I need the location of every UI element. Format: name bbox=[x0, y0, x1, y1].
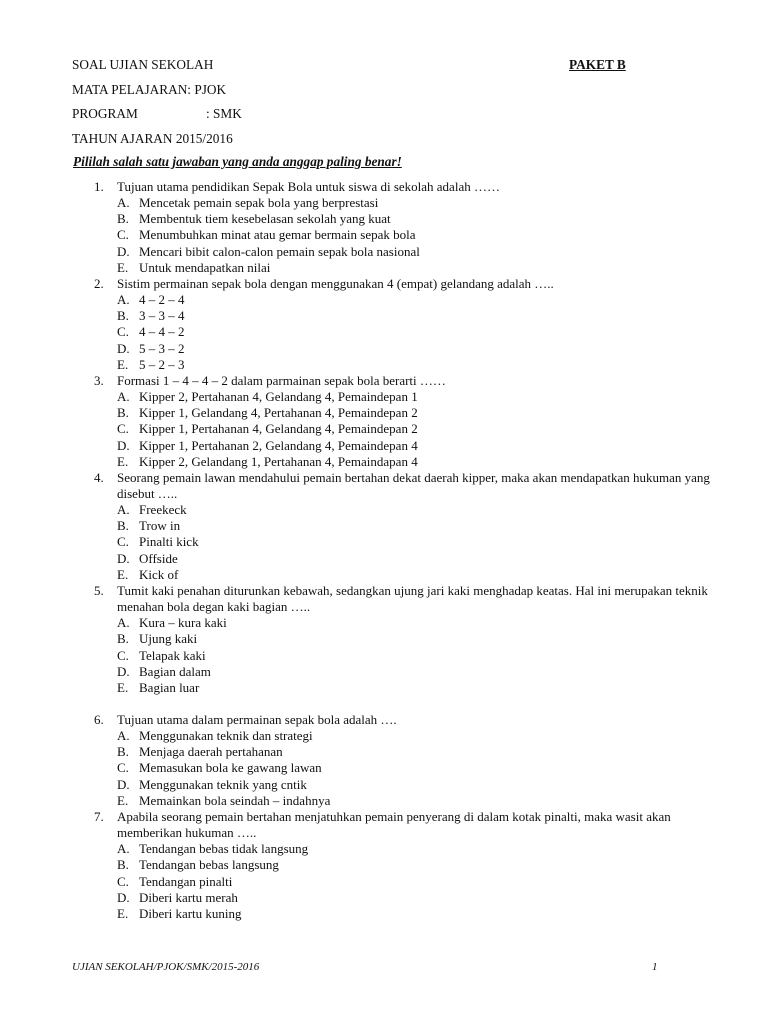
option-text: Tendangan pinalti bbox=[139, 873, 233, 889]
option-letter: A. bbox=[117, 841, 130, 857]
option-letter: A. bbox=[117, 292, 130, 308]
option-text: Offside bbox=[139, 550, 178, 566]
option-a bbox=[94, 389, 714, 405]
option-text: Tendangan bebas langsung bbox=[139, 857, 279, 873]
option-c bbox=[94, 324, 714, 340]
option-letter: E. bbox=[117, 566, 129, 582]
option-text: Menjaga daerah pertahanan bbox=[139, 744, 283, 760]
option-text: Untuk mendapatkan nilai bbox=[139, 259, 271, 275]
option-letter: B. bbox=[117, 405, 129, 421]
question-text: Tujuan utama dalam permainan sepak bola adalah …. bbox=[117, 712, 397, 727]
question-7 bbox=[94, 809, 714, 922]
option-c bbox=[94, 874, 714, 890]
option-a bbox=[94, 292, 714, 308]
option-e bbox=[94, 567, 714, 583]
option-b bbox=[94, 631, 714, 647]
option-c bbox=[94, 421, 714, 437]
question-text: Formasi 1 – 4 – 4 – 2 dalam parmainan sepak bola berarti …… bbox=[117, 372, 446, 388]
program-label: PROGRAM bbox=[72, 106, 138, 121]
question-6 bbox=[94, 712, 714, 809]
option-a bbox=[94, 195, 714, 211]
option-text: Mencari bibit calon-calon pemain sepak bola nasional bbox=[139, 243, 420, 259]
option-letter: E. bbox=[117, 259, 129, 275]
option-letter: C. bbox=[117, 534, 129, 550]
question-text: Tujuan utama pendidikan Sepak Bola untuk siswa di sekolah adalah …… bbox=[117, 179, 500, 194]
option-text: Memasukan bola ke gawang lawan bbox=[139, 760, 322, 776]
option-text: Memainkan bola seindah – indahnya bbox=[139, 792, 331, 808]
subject-line: MATA PELAJARAN: PJOK bbox=[72, 82, 227, 97]
option-e bbox=[94, 357, 714, 373]
option-c bbox=[94, 760, 714, 776]
option-text: Kipper 2, Pertahanan 4, Gelandang 4, Pemaindepan 1 bbox=[139, 389, 418, 405]
option-d bbox=[94, 341, 714, 357]
option-d bbox=[94, 664, 714, 680]
option-text: Telapak kaki bbox=[139, 647, 206, 663]
option-text: Kipper 1, Gelandang 4, Pertahanan 4, Pemaindepan 2 bbox=[139, 405, 418, 421]
option-text: Kura – kura kaki bbox=[139, 615, 227, 631]
option-e bbox=[94, 906, 714, 922]
option-text: Mencetak pemain sepak bola yang berprestasi bbox=[139, 195, 379, 211]
paket-label: PAKET B bbox=[569, 57, 626, 72]
option-text: Trow in bbox=[139, 518, 181, 534]
option-d bbox=[94, 890, 714, 906]
option-c bbox=[94, 227, 714, 243]
option-a bbox=[94, 502, 714, 518]
option-letter: B. bbox=[117, 744, 129, 760]
option-text: Membentuk tiem kesebelasan sekolah yang kuat bbox=[139, 211, 391, 227]
option-text: Kipper 1, Pertahanan 2, Gelandang 4, Pemaindepan 4 bbox=[139, 437, 418, 453]
option-text: 4 – 4 – 2 bbox=[139, 324, 185, 340]
option-text: Ujung kaki bbox=[139, 631, 198, 647]
question-5 bbox=[94, 583, 714, 696]
option-text: 4 – 2 – 4 bbox=[139, 292, 185, 308]
option-letter: A. bbox=[117, 502, 130, 518]
option-b bbox=[94, 857, 714, 873]
option-a bbox=[94, 728, 714, 744]
option-text: Freekeck bbox=[139, 502, 187, 518]
option-text: Diberi kartu kuning bbox=[139, 905, 242, 921]
option-b bbox=[94, 405, 714, 421]
option-letter: D. bbox=[117, 889, 130, 905]
option-c bbox=[94, 648, 714, 664]
option-letter: C. bbox=[117, 873, 129, 889]
option-d bbox=[94, 777, 714, 793]
option-text: Kipper 2, Gelandang 1, Pertahanan 4, Pemaindapan 4 bbox=[139, 453, 418, 469]
option-letter: E. bbox=[117, 679, 129, 695]
option-letter: D. bbox=[117, 550, 130, 566]
option-letter: B. bbox=[117, 211, 129, 227]
question-4 bbox=[94, 470, 714, 583]
question-number: 6. bbox=[94, 712, 104, 727]
option-text: 5 – 2 – 3 bbox=[139, 356, 185, 372]
exam-title: SOAL UJIAN SEKOLAH bbox=[72, 57, 214, 72]
option-letter: D. bbox=[117, 776, 130, 792]
question-text: Seorang pemain lawan mendahului pemain bertahan dekat daerah kipper, maka akan mendapatkan hukuman yang disebut ….. bbox=[117, 469, 710, 501]
option-letter: A. bbox=[117, 389, 130, 405]
question-3 bbox=[94, 373, 714, 470]
option-letter: C. bbox=[117, 421, 129, 437]
option-letter: D. bbox=[117, 243, 130, 259]
question-number: 4. bbox=[94, 469, 104, 485]
question-number: 7. bbox=[94, 808, 104, 824]
option-letter: B. bbox=[117, 631, 129, 647]
option-text: Bagian dalam bbox=[139, 663, 211, 679]
question-number: 5. bbox=[94, 582, 104, 598]
option-d bbox=[94, 244, 714, 260]
footer-label: UJIAN SEKOLAH/PJOK/SMK/2015-2016 bbox=[72, 961, 260, 973]
option-e bbox=[94, 793, 714, 809]
option-b bbox=[94, 744, 714, 760]
option-b bbox=[94, 211, 714, 227]
question-number: 1. bbox=[94, 179, 104, 194]
spacer bbox=[94, 696, 714, 712]
question-number: 3. bbox=[94, 372, 104, 388]
option-letter: B. bbox=[117, 308, 129, 324]
option-letter: A. bbox=[117, 615, 130, 631]
option-e bbox=[94, 260, 714, 276]
option-letter: C. bbox=[117, 324, 129, 340]
option-d bbox=[94, 551, 714, 567]
option-text: Tendangan bebas tidak langsung bbox=[139, 841, 309, 857]
option-text: Menumbuhkan minat atau gemar bermain sepak bola bbox=[139, 227, 416, 243]
option-d bbox=[94, 438, 714, 454]
option-text: 3 – 3 – 4 bbox=[139, 308, 185, 324]
option-text: Pinalti kick bbox=[139, 534, 199, 550]
option-c bbox=[94, 534, 714, 550]
option-a bbox=[94, 841, 714, 857]
page-number: 1 bbox=[652, 961, 658, 973]
option-text: Diberi kartu merah bbox=[139, 889, 238, 905]
option-text: Menggunakan teknik dan strategi bbox=[139, 728, 313, 744]
option-letter: D. bbox=[117, 663, 130, 679]
option-a bbox=[94, 615, 714, 631]
option-letter: C. bbox=[117, 760, 129, 776]
option-letter: D. bbox=[117, 437, 130, 453]
question-1 bbox=[94, 179, 714, 276]
option-letter: E. bbox=[117, 905, 129, 921]
question-text: Sistim permainan sepak bola dengan menggunakan 4 (empat) gelandang adalah ….. bbox=[117, 275, 554, 291]
question-text: Tumit kaki penahan diturunkan kebawah, sedangkan ujung jari kaki menghadap keatas. Hal ini merupakan teknik menahan bola degan kaki bagian ….. bbox=[117, 582, 708, 615]
question-number: 2. bbox=[94, 275, 104, 291]
option-letter: E. bbox=[117, 453, 129, 469]
academic-year: TAHUN AJARAN 2015/2016 bbox=[72, 131, 233, 146]
option-letter: B. bbox=[117, 518, 129, 534]
option-text: Kick of bbox=[139, 566, 179, 582]
option-text: Kipper 1, Pertahanan 4, Gelandang 4, Pemaindepan 2 bbox=[139, 421, 418, 437]
option-e bbox=[94, 454, 714, 470]
option-letter: A. bbox=[117, 195, 130, 211]
option-letter: A. bbox=[117, 728, 130, 744]
question-2 bbox=[94, 276, 714, 373]
program-value: : SMK bbox=[206, 106, 242, 121]
option-letter: D. bbox=[117, 340, 130, 356]
option-text: 5 – 3 – 2 bbox=[139, 340, 185, 356]
question-list bbox=[94, 179, 714, 922]
option-letter: C. bbox=[117, 647, 129, 663]
instruction-text: Pililah salah satu jawaban yang anda anggap paling benar! bbox=[73, 154, 402, 169]
option-text: Menggunakan teknik yang cntik bbox=[139, 776, 307, 792]
option-b bbox=[94, 518, 714, 534]
option-b bbox=[94, 308, 714, 324]
option-text: Bagian luar bbox=[139, 679, 200, 695]
option-letter: B. bbox=[117, 857, 129, 873]
option-letter: C. bbox=[117, 227, 129, 243]
option-letter: E. bbox=[117, 792, 129, 808]
option-letter: E. bbox=[117, 356, 129, 372]
question-text: Apabila seorang pemain bertahan menjatuhkan pemain penyerang di dalam kotak pinalti, maka wasit akan memberikan hukuman ….. bbox=[117, 808, 671, 841]
option-e bbox=[94, 680, 714, 696]
